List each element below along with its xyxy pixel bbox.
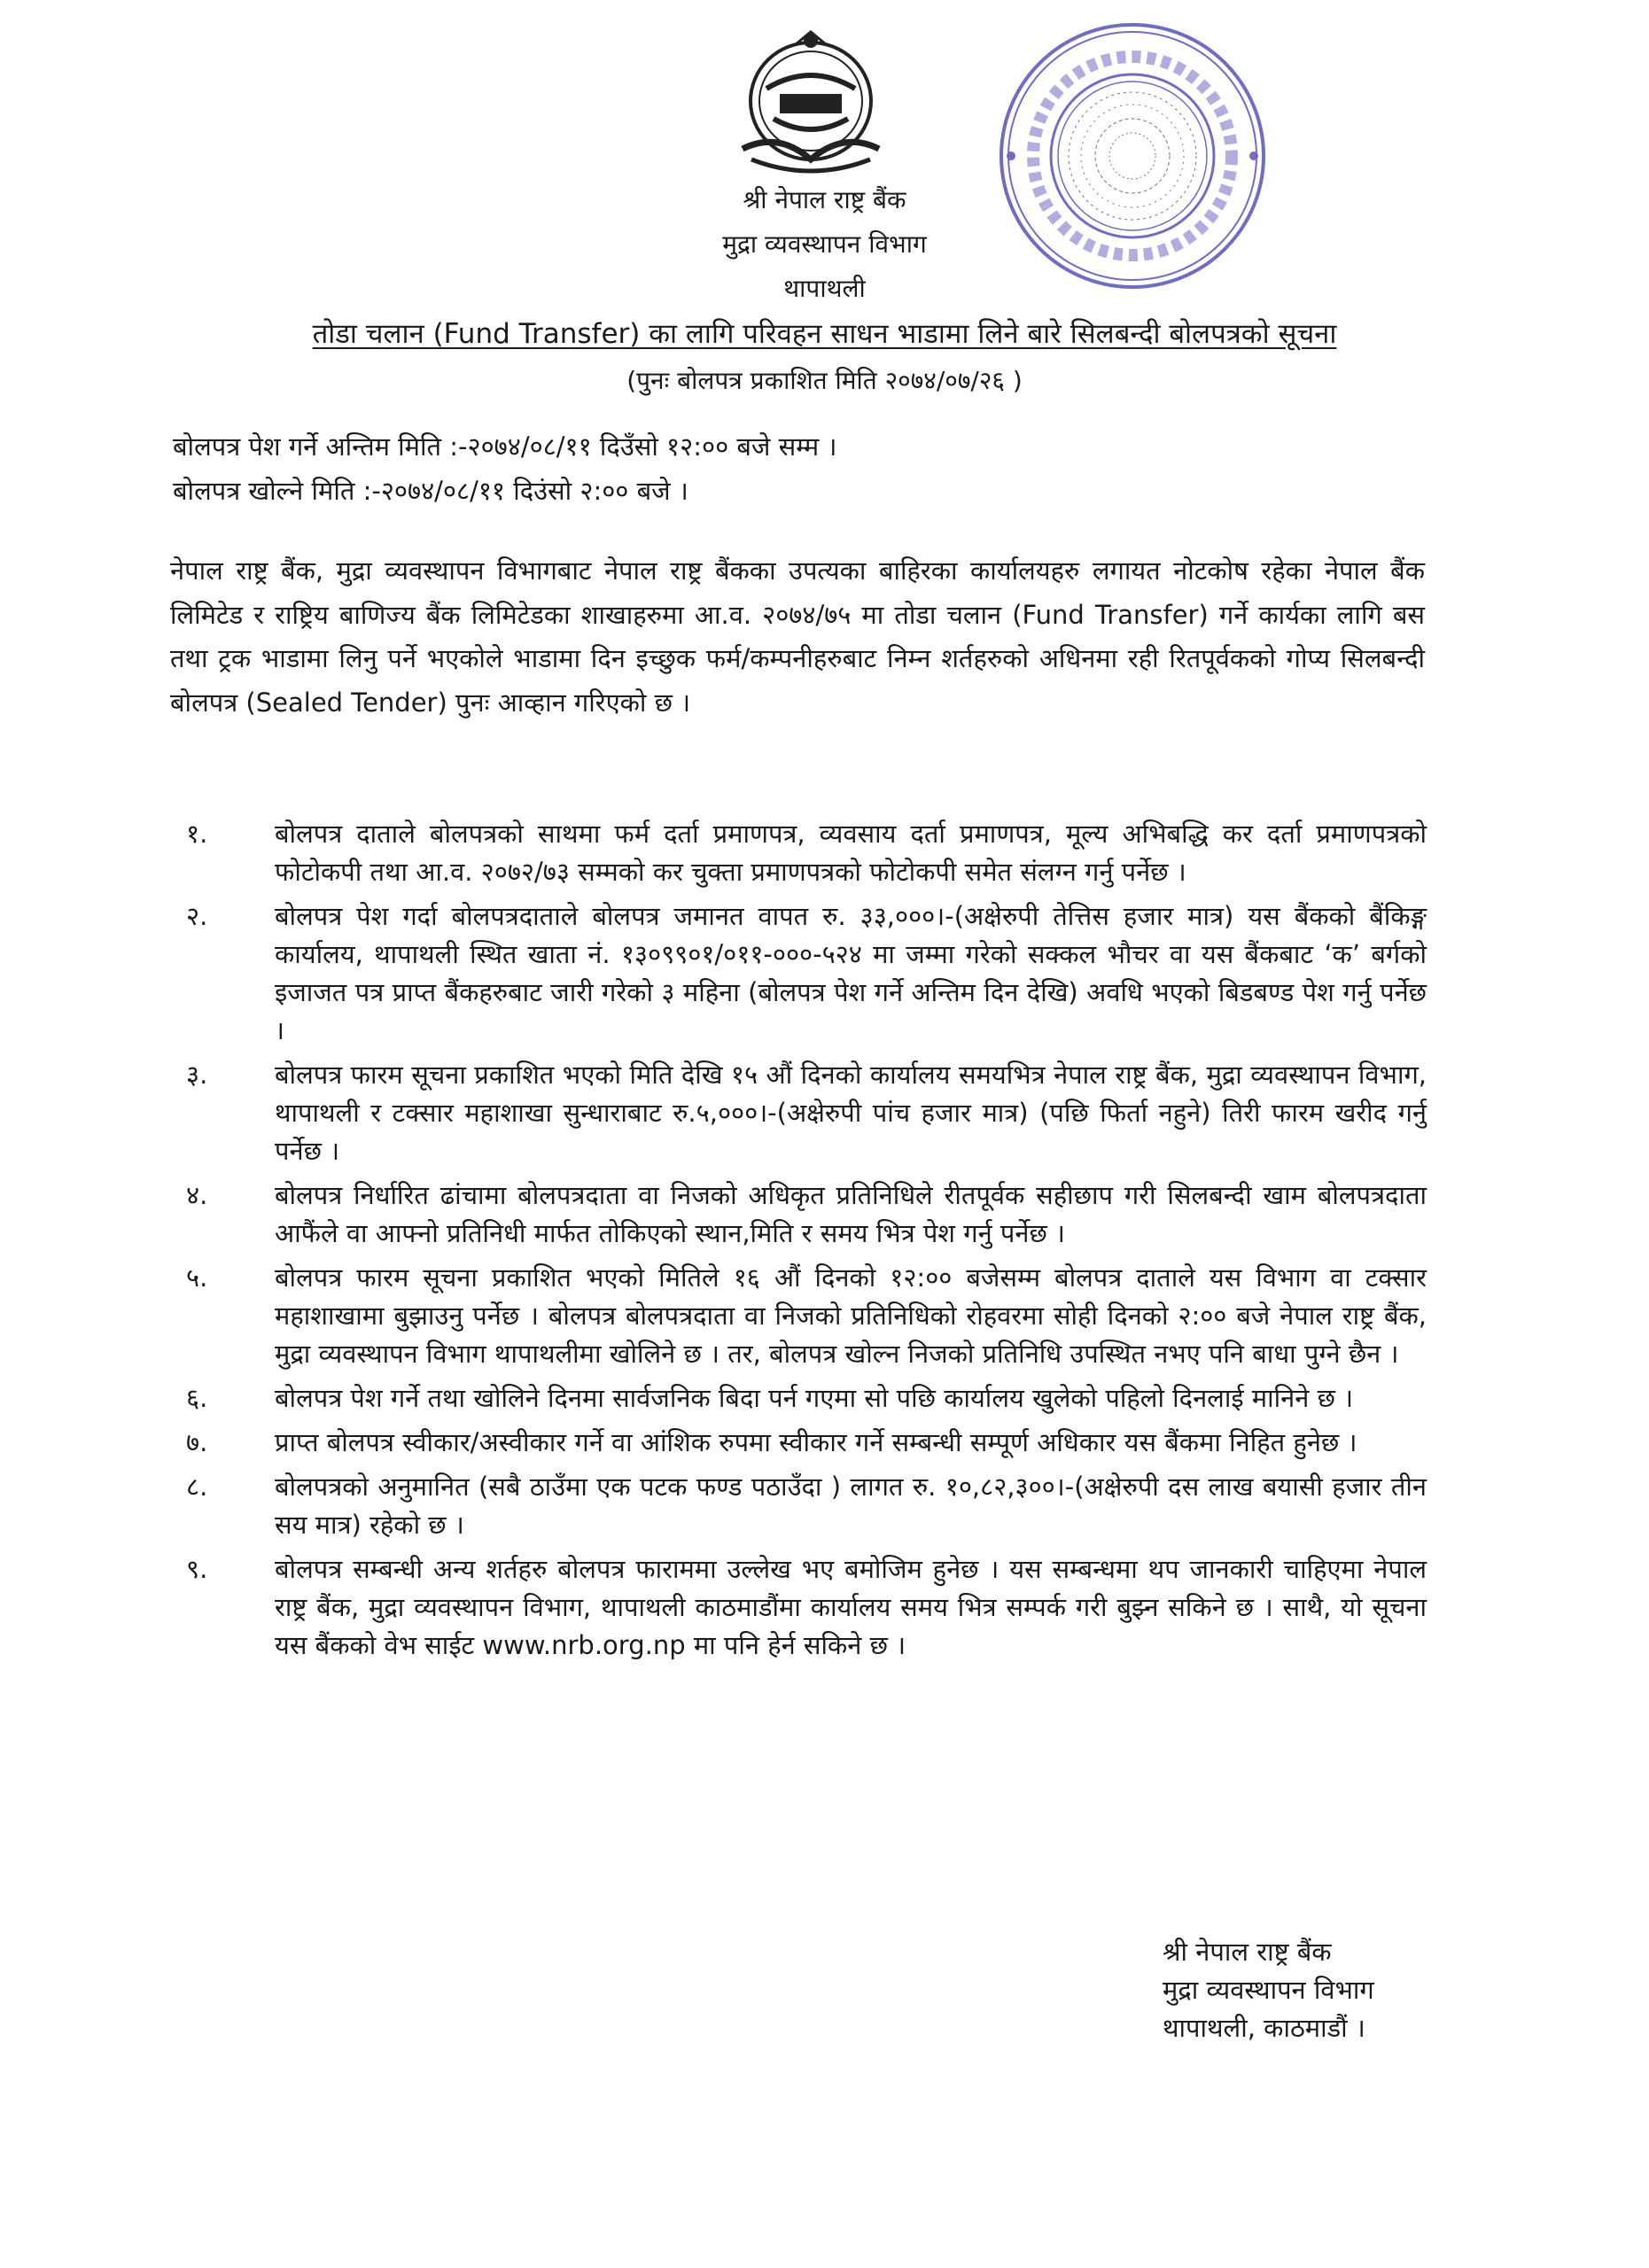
clause-text: बोलपत्र पेश गर्ने तथा खोलिने दिनमा सार्वजनिक बिदा पर्न गएमा सो पछि कार्यालय खुलेको पहिलो दिनलाई मानिने छ ।	[275, 1383, 1354, 1413]
clause-1	[177, 815, 1427, 891]
notice-title-text: तोडा चलान (Fund Transfer) का लागि परिवहन साधन भाडामा लिने बारे सिलबन्दी बोलपत्रको सूचना	[312, 318, 1337, 350]
clause-number: ५.	[186, 1262, 208, 1293]
clause-number: ८.	[186, 1472, 208, 1502]
clause-7	[177, 1424, 1427, 1462]
location: थापाथली	[783, 274, 866, 303]
clause-3	[177, 1056, 1427, 1170]
clause-text: बोलपत्र फारम सूचना प्रकाशित भएको मिति देखि १५ औं दिनको कार्यालय समयभित्र नेपाल राष्ट्र बैंक, मुद्रा व्यवस्थापन विभाग, थापाथली र टक्सार महाशाखा सुन्धाराबाट रु.५,०००।-(अक्षेरुपी पांच हजार मात्र) (पछि फिर्ता नहुने) तिरी फारम खरीद गर्नु पर्नेछ ।	[275, 1060, 1427, 1166]
clause-4	[177, 1177, 1427, 1253]
clause-number: ३.	[186, 1060, 208, 1090]
clause-number: ९.	[186, 1554, 208, 1584]
clause-text: बोलपत्र पेश गर्दा बोलपत्रदाताले बोलपत्र जमानत वापत रु. ३३,०००।-(अक्षेरुपी तेत्तिस हजार मात्र) यस बैंकको बैंकिङ्ग कार्यालय, थापाथली स्थित खाता नं. १३०९९०१/०११-०००-५२४ मा जम्मा गरेको सक्कल भौचर वा यस बैंकबाट ‘क’ बर्गको इजाजत पत्र प्राप्त बैंकहरुबाट जारी गरेको ३ महिना (बोलपत्र पेश गर्ने अन्तिम दिन देखि) अवधि भएको बिडबण्ड पेश गर्नु पर्नेछ ।	[275, 901, 1427, 1045]
clause-8	[177, 1468, 1427, 1544]
signature-block	[1163, 1933, 1374, 2047]
clause-text: बोलपत्र निर्धारित ढांचामा बोलपत्रदाता वा निजको अधिकृत प्रतिनिधिले रीतपूर्वक सहीछाप गरी सिलबन्दी खाम बोलपत्रदाता आफैंले वा आफ्नो प्रतिनिधी मार्फत तोकिएको स्थान,मिति र समय भित्र पेश गर्नु पर्नेछ ।	[275, 1180, 1427, 1248]
submission-deadline: बोलपत्र पेश गर्ने अन्तिम मिति :-२०७४/०८/११ दिउँसो १२:०० बजे सम्म ।	[173, 431, 837, 462]
signature-bank-name: श्री नेपाल राष्ट्र बैंक	[1163, 1937, 1332, 1967]
clause-number: २.	[186, 901, 208, 931]
clause-text: बोलपत्रको अनुमानित (सबै ठाउँमा एक पटक फण्ड पठाउँदा ) लागत रु. १०,८२,३००।-(अक्षेरुपी दस लाख बयासी हजार तीन सय मात्र) रहेको छ ।	[275, 1472, 1427, 1540]
clause-text: बोलपत्र फारम सूचना प्रकाशित भएको मितिले १६ औं दिनको १२:०० बजेसम्म बोलपत्र दाताले यस विभाग वा टक्सार महाशाखामा बुझाउनु पर्नेछ । बोलपत्र बोलपत्रदाता वा निजको प्रतिनिधिको रोहवरमा सोही दिनको २:०० बजे नेपाल राष्ट्र बैंक, मुद्रा व्यवस्थापन विभाग थापाथलीमा खोलिने छ । तर, बोलपत्र खोल्न निजको प्रतिनिधि उपस्थित नभए पनि बाधा पुग्ने छैन ।	[275, 1262, 1427, 1369]
clause-number: ७.	[186, 1427, 208, 1457]
republished-date: (पुनः बोलपत्र प्रकाशित मिति २०७४/०७/२६ )	[626, 366, 1023, 395]
signature-location: थापाथली, काठमाडौं ।	[1163, 2013, 1365, 2043]
clause-text: प्राप्त बोलपत्र स्वीकार/अस्वीकार गर्ने वा आंशिक रुपमा स्वीकार गर्ने सम्बन्धी सम्पूर्ण अधिकार यस बैंकमा निहित हुनेछ ।	[275, 1427, 1357, 1457]
clause-text: बोलपत्र दाताले बोलपत्रको साथमा फर्म दर्ता प्रमाणपत्र, व्यवसाय दर्ता प्रमाणपत्र, मूल्य अभिबद्धि कर दर्ता प्रमाणपत्रको फोटोकपी तथा आ.व. २०७२/७३ सम्मको कर चुक्ता प्रमाणपत्रको फोटोकपी समेत संलग्न गर्नु पर्नेछ ।	[275, 819, 1427, 887]
bank-name: श्री नेपाल राष्ट्र बैंक	[743, 185, 906, 214]
clause-text: बोलपत्र सम्बन्धी अन्य शर्तहरु बोलपत्र फाराममा उल्लेख भए बमोजिम हुनेछ । यस सम्बन्धमा थप जानकारी चाहिएमा नेपाल राष्ट्र बैंक, मुद्रा व्यवस्थापन विभाग, थापाथली काठमाडौंमा कार्यालय समय भित्र सम्पर्क गरी बुझ्न सकिने छ । साथै, यो सूचना यस बैंकको वेभ साईट www.nrb.org.np मा पनि हेर्न सकिने छ ।	[275, 1554, 1427, 1660]
clause-number: १.	[186, 819, 208, 849]
clause-9	[177, 1550, 1427, 1665]
clause-2	[177, 897, 1427, 1050]
signature-department: मुद्रा व्यवस्थापन विभाग	[1163, 1975, 1374, 2005]
bank-emblem-logo	[725, 27, 897, 184]
clause-5	[177, 1259, 1427, 1373]
intro-paragraph: नेपाल राष्ट्र बैंक, मुद्रा व्यवस्थापन विभागबाट नेपाल राष्ट्र बैंकका उपत्यका बाहिरका कार्यालयहरु लगायत नोटकोष रहेका नेपाल बैंक लिमिटेड र राष्ट्रिय बाणिज्य बैंक लिमिटेडका शाखाहरुमा आ.व. २०७४/७५ मा तोडा चलान (Fund Transfer) गर्ने कार्यका लागि बस तथा ट्रक भाडामा लिनु पर्ने भएकोले भाडामा दिन इच्छुक फर्म/कम्पनीहरुबाट निम्न शर्तहरुको अधिनमा रही रितपूर्वकको गोप्य सिलबन्दी बोलपत्र (Sealed Tender) पुनः आव्हान गरिएको छ ।	[170, 555, 1426, 718]
notice-title	[0, 315, 1649, 353]
tender-conditions-list	[177, 815, 1427, 1671]
department-name: मुद्रा व्यवस्थापन विभाग	[722, 229, 927, 259]
clause-6	[177, 1379, 1427, 1418]
clause-number: ६.	[186, 1383, 208, 1413]
opening-date: बोलपत्र खोल्ने मिति :-२०७४/०८/११ दिउंसो २:०० बजे ।	[173, 476, 688, 506]
clause-number: ४.	[186, 1180, 208, 1210]
